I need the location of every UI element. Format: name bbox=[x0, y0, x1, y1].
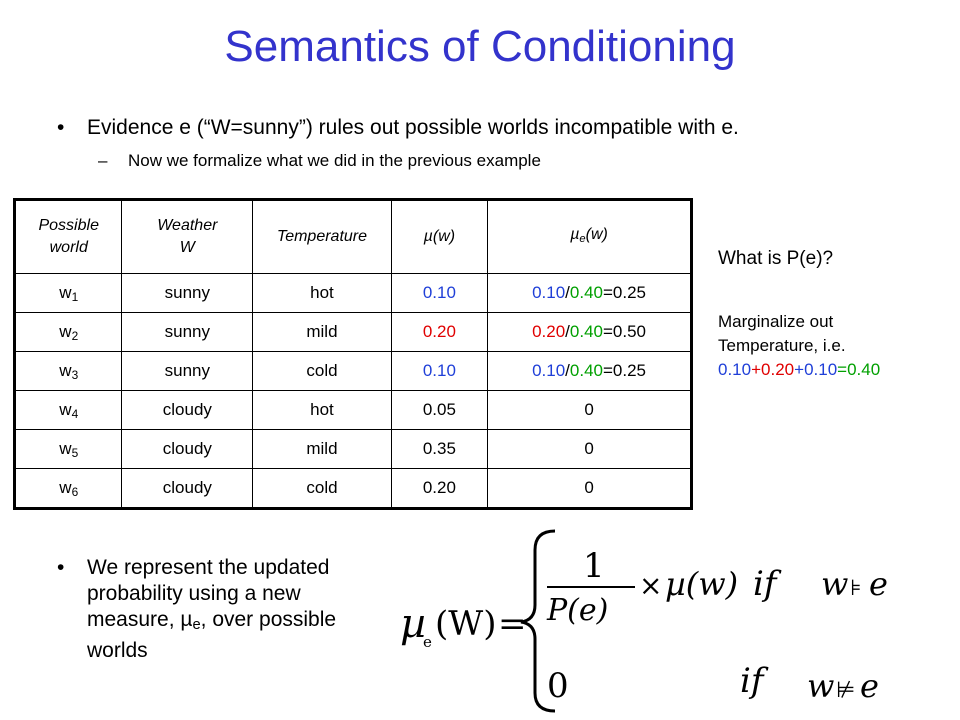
table-header-row bbox=[15, 200, 692, 274]
bullet-marker: • bbox=[57, 556, 65, 579]
formula-lhs-mu: µ bbox=[400, 601, 426, 647]
table-row bbox=[15, 274, 692, 313]
formula-times: × bbox=[639, 569, 663, 602]
formula-if-2: if bbox=[740, 661, 764, 701]
bullet-evidence-text: Evidence e (“W=sunny”) rules out possible worlds incompatible with e. bbox=[87, 116, 739, 139]
side-answer-line1: Marginalize out bbox=[718, 312, 834, 331]
mu-e-cell: 0 bbox=[488, 391, 692, 430]
header-mu-e: µ$_e$(w) bbox=[488, 200, 692, 274]
temperature-cell: cold bbox=[253, 352, 392, 391]
side-answer bbox=[718, 310, 880, 382]
world-cell: $w_4$ bbox=[15, 391, 122, 430]
table-row bbox=[15, 352, 692, 391]
world-cell: $w_3$ bbox=[15, 352, 122, 391]
bullet-represent-tail: , over possible worlds bbox=[87, 608, 337, 662]
weather-cell: cloudy bbox=[122, 430, 253, 469]
temperature-cell: mild bbox=[253, 430, 392, 469]
formula-lhs-sub: e bbox=[423, 633, 432, 651]
side-answer-sum: 0.10+0.20+0.10=0.40 bbox=[718, 360, 881, 379]
formula-zero: 0 bbox=[547, 666, 569, 706]
world-cell: $w_1$ bbox=[15, 274, 122, 313]
possible-worlds-table bbox=[13, 198, 693, 510]
sub-bullet-text: Now we formalize what we did in the previous example bbox=[128, 151, 541, 170]
conditioning-formula bbox=[395, 525, 955, 715]
world-cell: $w_5$ bbox=[15, 430, 122, 469]
weather-cell: sunny bbox=[122, 352, 253, 391]
formula-denominator: P(e) bbox=[547, 593, 609, 628]
formula-case1-e: e bbox=[869, 565, 888, 603]
sub-bullet bbox=[98, 151, 541, 171]
temperature-cell: cold bbox=[253, 469, 392, 509]
mu-e-cell: 0 bbox=[488, 469, 692, 509]
side-question: What is P(e)? bbox=[718, 248, 834, 269]
header-mu: µ(w) bbox=[391, 200, 487, 274]
weather-cell: cloudy bbox=[122, 391, 253, 430]
formula-not-models: ⊭ bbox=[836, 678, 856, 703]
world-cell: $w_6$ bbox=[15, 469, 122, 509]
weather-cell: cloudy bbox=[122, 469, 253, 509]
mu-cell: 0.10 bbox=[391, 274, 487, 313]
formula-numerator: 1 bbox=[583, 546, 605, 586]
temperature-cell: hot bbox=[253, 274, 392, 313]
slide-title: Semantics of Conditioning bbox=[224, 22, 736, 71]
mu-cell: 0.35 bbox=[391, 430, 487, 469]
table-row bbox=[15, 430, 692, 469]
weather-cell: sunny bbox=[122, 274, 253, 313]
temperature-cell: mild bbox=[253, 313, 392, 352]
mu-e-cell: 0 bbox=[488, 430, 692, 469]
mu-cell: 0.20 bbox=[391, 313, 487, 352]
header-temperature: Temperature bbox=[253, 200, 392, 274]
mu-e-cell: 0.10/0.40=0.25 bbox=[488, 274, 692, 313]
bullet-evidence bbox=[57, 116, 739, 140]
mu-e-cell: 0.10/0.40=0.25 bbox=[488, 352, 692, 391]
formula-mu-w: µ(w) bbox=[665, 565, 739, 603]
mu-subscript: e bbox=[192, 617, 201, 633]
header-weather: Weather W bbox=[122, 200, 253, 274]
mu-cell: 0.05 bbox=[391, 391, 487, 430]
mu-cell: 0.10 bbox=[391, 352, 487, 391]
dash-marker: – bbox=[98, 151, 108, 170]
temperature-cell: hot bbox=[253, 391, 392, 430]
formula-lhs-arg: (W) bbox=[435, 604, 497, 644]
formula-models: ⊧ bbox=[850, 576, 862, 601]
mu-cell: 0.20 bbox=[391, 469, 487, 509]
header-possible-world: Possible world bbox=[15, 200, 122, 274]
formula-if-1: if bbox=[753, 564, 777, 604]
world-cell: $w_2$ bbox=[15, 313, 122, 352]
table-row bbox=[15, 313, 692, 352]
side-answer-line2: Temperature, i.e. bbox=[718, 336, 846, 355]
formula-case2-w: w bbox=[807, 667, 835, 705]
bullet-marker: • bbox=[57, 116, 65, 139]
table-row bbox=[15, 469, 692, 509]
weather-cell: sunny bbox=[122, 313, 253, 352]
bullet-represent-text: We represent the updated probability using a new measure, bbox=[87, 556, 330, 631]
formula-case1-w: w bbox=[821, 565, 849, 603]
mu-symbol: µ bbox=[180, 608, 193, 631]
formula-case2-e: e bbox=[860, 667, 879, 705]
bullet-represent bbox=[57, 555, 377, 664]
formula-eq: = bbox=[498, 604, 527, 644]
table-row bbox=[15, 391, 692, 430]
mu-e-cell: 0.20/0.40=0.50 bbox=[488, 313, 692, 352]
